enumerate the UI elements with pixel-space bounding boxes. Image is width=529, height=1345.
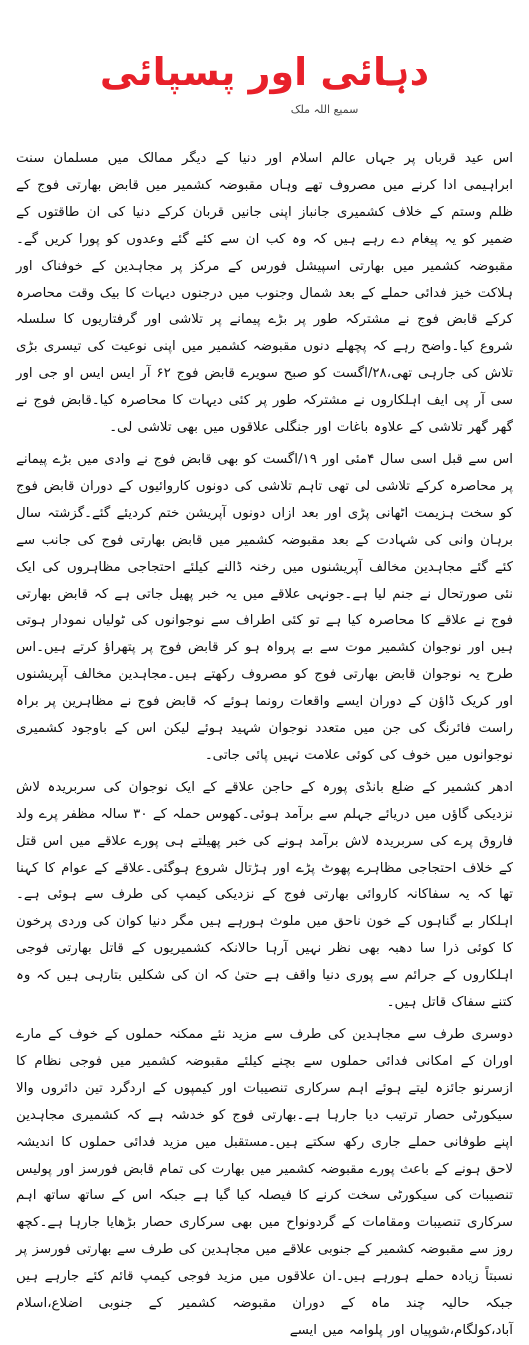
article-body [16,146,513,1345]
author-byline: سمیع اللہ ملک [290,103,359,116]
article-paragraph-2: اس سے قبل اسی سال ۴مئی اور ۱۹/اگست کو بھی قابض فوج نے وادی میں بڑے پیمانے پر محاصرہ کرکے تلاشی لی تھی تاہم تلاشی کی دونوں کاروائیوں کے دوران قابض فوج کو سخت ہزیمت اٹھانی پڑی اور بعد ازاں دونوں آپریشن ختم کردیئے گئے۔گزشتہ سال برہان وانی کی شہادت کے بعد مقبوضہ کشمیر میں قابض بھارتی فوج کی جانب سے کئے گئے مجاہدین مخالف آپریشنوں میں رخنہ ڈالنے کیلئے احتجاجی مظاہروں کی ایک نئی صورتحال نے جنم لیا ہے۔جونہی علاقے میں یہ خبر پھیل جاتی ہے کہ قابض بھارتی فوج نے علاقے کا محاصرہ کیا ہے تو کئی اطراف سے نوجوانوں کی ٹولیاں نمودار ہوتی ہیں اور نوجوان کشمیر موت سے بے پرواہ ہو کر قابض فوج پر پتھراؤ کرتے ہیں۔اس طرح یہ نوجوان قابض بھارتی فوج کو مصروف رکھتے ہیں۔مجاہدین مخالف آپریشنوں اور کریک ڈاؤن کے دوران ایسے واقعات رونما ہوئے کہ قابض فوج نے مظاہرین پر براہ راست فائرنگ کی جن میں متعدد نوجوان شہید ہوئے لیکن اس کے باوجود کشمیری نوجوانوں میں خوف کی کوئی علامت نہیں پائی جاتی۔ [16,451,513,763]
article-title: دہائی اور پسپائی [99,50,430,94]
article-paragraph-4: دوسری طرف سے مجاہدین کی طرف سے مزید نئے ممکنہ حملوں کے خوف کے مارے اوران کے امکانی فدائی حملوں سے بچنے کیلئے مقبوضہ کشمیر میں فوجی نظام کا ازسرنو جائزہ لیتے ہوئے اہم سرکاری تنصیبات اور کیمپوں کے اردگرد تین دائروں والا سیکورٹی حصار ترتیب دیا جارہا ہے۔بھارتی فوج کو خدشہ ہے کہ کشمیری مجاہدین اپنے طوفانی حملے جاری رکھ سکتے ہیں۔مستقبل میں مزید فدائی حملوں کا اندیشہ لاحق ہونے کے باعث پورے مقبوضہ کشمیر میں بھارت کی تمام قابض فورسز اور پولیس تنصیبات کی سیکورٹی سخت کرنے کا فیصلہ کیا گیا ہے جبکہ اس کے ساتھ ساتھ اہم سرکاری تنصیبات ومقامات کے گردونواح میں بھی سرکاری حصار بڑھایا جارہا ہے۔کچھ روز سے مقبوضہ کشمیر کے جنوبی علاقے میں مجاہدین کی طرف سے بھارتی فورسز پر نسبتاً زیادہ حملے ہورہے ہیں۔ان علاقوں میں مزید فوجی کیمپ قائم کئے جارہے ہیں جبکہ حالیہ چند ماہ کے دوران مقبوضہ کشمیر کے جنوبی اضلاع،اسلام آباد،کولگام،شوپیاں اور پلوامہ میں ایسے [16,1027,513,1338]
article-paragraph-1: اس عید قرباں پر جہاں عالم اسلام اور دنیا کے دیگر ممالک میں مسلمان سنت ابراہیمی ادا کرنے میں مصروف تھے وہاں مقبوضہ کشمیر میں قابض بھارتی فوج کے ظلم وستم کے خلاف کشمیری جانباز اپنی جانیں قربان کرکے دنیا کی ان طاقتوں کے ضمیر کو یہ پیغام دے رہے ہیں کہ وہ کب ان سے کئے گئے وعدوں کو پورا کریں گے۔مقبوضہ کشمیر میں بھارتی اسپیشل فورس کے مرکز پر مجاہدین کے خوفناک اور ہلاکت خیز فدائی حملے کے بعد شمال وجنوب میں درجنوں دیہات کا بیک وقت محاصرہ کرکے قابض فوج نے مشترکہ طور پر بڑے پیمانے پر تلاشی اور گرفتاریوں کا سلسلہ شروع کیا۔واضح رہے کہ پچھلے دنوں مقبوضہ کشمیر میں اپنی نوعیت کی تیسری بڑی تلاش کی جارہی تھی،۲۸/اگست کو صبح سویرے قابض فوج ۶۲ آر ایس ایس او جی اور سی آر پی ایف اہلکاروں نے مشترکہ طور پر کئی دیہات کا محاصرہ کیا۔قابض فوج نے گھر گھر تلاشی کے علاوہ باغات اور جنگلی علاقوں میں بھی تلاشی لی۔ [16,151,513,436]
article-paragraph-3: ادھر کشمیر کے ضلع بانڈی پورہ کے حاجن علاقے کے ایک نوجوان کی سربریدہ لاش نزدیکی گاؤں میں دریائے جہلم سے برآمد ہوئی۔کھوس حملہ کے ۳۰ سالہ مظفر پرے ولد فاروق پرے کی سربریدہ لاش برآمد ہونے کی خبر پھیلتے ہی پورے علاقے میں اس قتل کے خلاف احتجاجی مظاہرے پھوٹ پڑے اور ہڑتال شروع ہوگئی۔علاقے کے عوام کا کہنا تھا کہ یہ سفاکانہ کاروائی بھارتی فوج کے نزدیکی کیمپ کی طرف سے ہوئی ہے۔اہلکار بے گناہوں کے خون ناحق میں ملوث ہورہے ہیں مگر دنیا کوان کی وردی پرخون کا کوئی ذرا سا دھبہ بھی نظر نہیں آرہا حالانکہ کشمیریوں کے قاتل بھارتی فوجی اہلکاروں کے جرائم سے پوری دنیا واقف ہے حتیٰ کہ ان کی شکلیں بتارہی ہیں کہ وہ کتنے سفاک قاتل ہیں۔ [16,779,514,1011]
